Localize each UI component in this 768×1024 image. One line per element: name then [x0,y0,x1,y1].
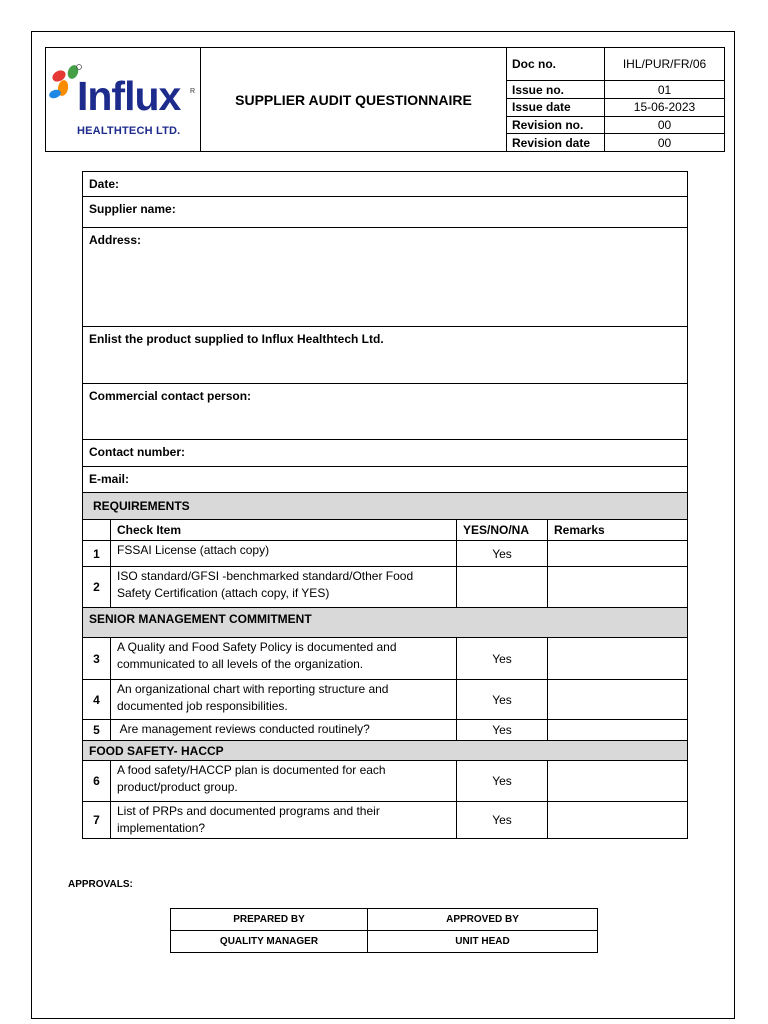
check-item: A food safety/HACCP plan is documented for each product/product group. [111,761,457,802]
remarks-cell[interactable] [548,567,688,608]
row-number: 6 [83,761,111,802]
prepared-by-label: PREPARED BY [171,909,368,931]
company-logo [46,48,201,152]
remarks-cell[interactable] [548,541,688,567]
doc-no-value: IHL/PUR/FR/06 [605,48,725,81]
questionnaire-table [82,171,688,839]
issue-date-label: Issue date [507,98,605,116]
column-header-no [83,520,111,541]
remarks-cell[interactable] [548,802,688,839]
revision-date-value: 00 [605,134,725,152]
remarks-cell[interactable] [548,720,688,741]
check-item: ISO standard/GFSI -benchmarked standard/Other Food Safety Certification (attach copy, if YES) [111,567,457,608]
table-row [83,720,688,741]
preparer-role: QUALITY MANAGER [171,931,368,953]
table-row [83,802,688,839]
check-item: FSSAI License (attach copy) [111,541,457,567]
section-food-safety: FOOD SAFETY- HACCP [83,741,688,761]
table-row [83,567,688,608]
contact-person-field[interactable]: Commercial contact person: [83,384,688,440]
remarks-cell[interactable] [548,680,688,720]
answer-cell[interactable]: Yes [457,720,548,741]
approver-role: UNIT HEAD [368,931,598,953]
column-header-remarks: Remarks [548,520,688,541]
section-senior-management: SENIOR MANAGEMENT COMMITMENT [83,608,688,638]
answer-cell[interactable]: Yes [457,802,548,839]
issue-date-value: 15-06-2023 [605,98,725,116]
revision-no-value: 00 [605,116,725,134]
issue-no-value: 01 [605,81,725,99]
row-number: 1 [83,541,111,567]
doc-no-label: Doc no. [507,48,605,81]
address-field[interactable]: Address: [83,228,688,327]
section-requirements: REQUIREMENTS [83,493,688,520]
answer-cell[interactable]: Yes [457,680,548,720]
answer-cell[interactable] [457,567,548,608]
approvals-table [170,908,598,953]
contact-number-field[interactable]: Contact number: [83,440,688,467]
row-number: 5 [83,720,111,741]
logo-subtitle: HEALTHTECH LTD. [77,125,181,137]
row-number: 2 [83,567,111,608]
table-row [83,638,688,680]
supplier-name-field[interactable]: Supplier name: [83,197,688,228]
approvals-heading: APPROVALS: [68,879,133,890]
check-item: List of PRPs and documented programs and their implementation? [111,802,457,839]
logo-brand: Influx [77,73,181,119]
registered-mark: R [190,88,196,95]
revision-no-label: Revision no. [507,116,605,134]
date-field[interactable]: Date: [83,172,688,197]
check-item: An organizational chart with reporting structure and documented job responsibilities. [111,680,457,720]
answer-cell[interactable]: Yes [457,541,548,567]
table-row [83,680,688,720]
check-item: Are management reviews conducted routinely? [111,720,457,741]
document-header [45,47,725,152]
column-header-answer: YES/NO/NA [457,520,548,541]
check-item: A Quality and Food Safety Policy is documented and communicated to all levels of the organization. [111,638,457,680]
document-title: SUPPLIER AUDIT QUESTIONNAIRE [201,48,507,152]
products-field[interactable]: Enlist the product supplied to Influx Healthtech Ltd. [83,327,688,384]
table-row [83,761,688,802]
row-number: 3 [83,638,111,680]
answer-cell[interactable]: Yes [457,638,548,680]
issue-no-label: Issue no. [507,81,605,99]
revision-date-label: Revision date [507,134,605,152]
approved-by-label: APPROVED BY [368,909,598,931]
remarks-cell[interactable] [548,638,688,680]
row-number: 7 [83,802,111,839]
table-row [83,541,688,567]
remarks-cell[interactable] [548,761,688,802]
column-header-check-item: Check Item [111,520,457,541]
answer-cell[interactable]: Yes [457,761,548,802]
email-field[interactable]: E-mail: [83,467,688,493]
row-number: 4 [83,680,111,720]
